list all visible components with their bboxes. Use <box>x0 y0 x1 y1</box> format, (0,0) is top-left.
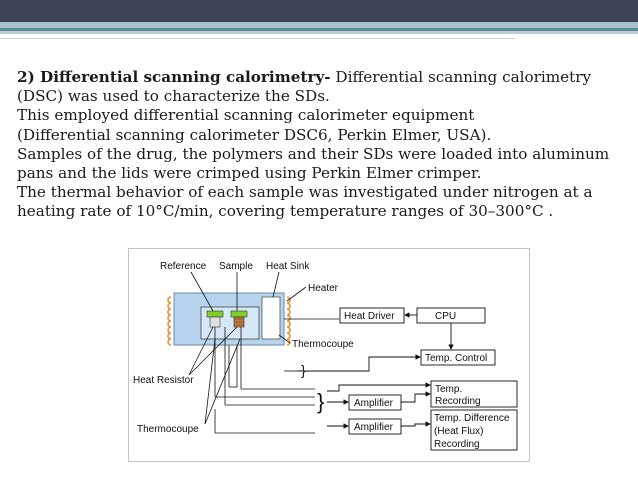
box-temp-control-label: Temp. Control <box>425 353 488 364</box>
section-title: Differential scanning calorimetry- <box>40 68 331 86</box>
box-cpu <box>417 308 485 323</box>
box-temp-difference <box>431 410 517 450</box>
divider-line <box>0 38 515 39</box>
box-temp-difference-line3: Recording <box>434 439 480 450</box>
heater-coil-right <box>287 297 290 345</box>
reference-holder <box>210 317 220 327</box>
label-heat-sink: Heat Sink <box>266 261 310 272</box>
paragraph-line: This employed differential scanning calorimeter equipment <box>17 106 475 125</box>
paragraph-line: The thermal behavior of each sample was investigated under nitrogen at a <box>17 183 593 202</box>
label-reference: Reference <box>160 261 207 272</box>
box-temp-difference-line1: Temp. Difference <box>434 413 510 424</box>
paragraph-line: (DSC) was used to characterize the SDs. <box>17 87 330 106</box>
section-number: 2) <box>17 68 41 86</box>
brace-1: } <box>301 362 306 378</box>
slide-body <box>17 68 627 222</box>
paragraph-line: heating rate of 10°C/min, covering temperature ranges of 30–300°C . <box>17 202 554 221</box>
dsc-diagram <box>128 248 530 462</box>
heat-sink <box>262 297 280 339</box>
label-thermocoupe-left: Thermocoupe <box>137 424 199 435</box>
box-temp-recording <box>431 381 517 407</box>
brace-2: } <box>317 389 325 414</box>
box-temp-difference-line2: (Heat Flux) <box>434 426 484 437</box>
label-heater: Heater <box>308 283 339 294</box>
label-thermocoupe-right: Thermocoupe <box>292 339 354 350</box>
heater-coil-left <box>168 297 171 345</box>
reference-pan <box>207 311 223 317</box>
box-cpu-label: CPU <box>435 311 457 322</box>
box-heat-driver-label: Heat Driver <box>344 311 395 322</box>
heading-continuation: Differential scanning calorimetry <box>330 68 592 86</box>
box-amplifier-2-label: Amplifier <box>354 422 393 433</box>
label-sample: Sample <box>219 261 253 272</box>
sample-pan <box>231 311 247 317</box>
paragraph-line: Samples of the drug, the polymers and their SDs were loaded into aluminum <box>17 144 610 163</box>
box-temp-recording-line1: Temp. <box>435 384 463 395</box>
box-amplifier-1 <box>349 395 401 410</box>
box-amplifier-2 <box>349 419 401 434</box>
box-temp-recording-line2: Recording <box>435 396 481 407</box>
paragraph-line: (Differential scanning calorimeter DSC6, Perkin Elmer, USA). <box>17 125 492 144</box>
box-amplifier-1-label: Amplifier <box>354 398 393 409</box>
box-temp-control <box>421 350 495 365</box>
paragraph-line: pans and the lids were crimped using Perkin Elmer crimper. <box>17 164 482 183</box>
heading-line <box>17 68 627 87</box>
box-heat-driver <box>340 308 404 323</box>
accent-band-light <box>0 31 638 34</box>
top-bar <box>0 0 638 22</box>
label-heat-resistor: Heat Resistor <box>133 375 194 386</box>
dsc-schematic <box>129 249 529 461</box>
